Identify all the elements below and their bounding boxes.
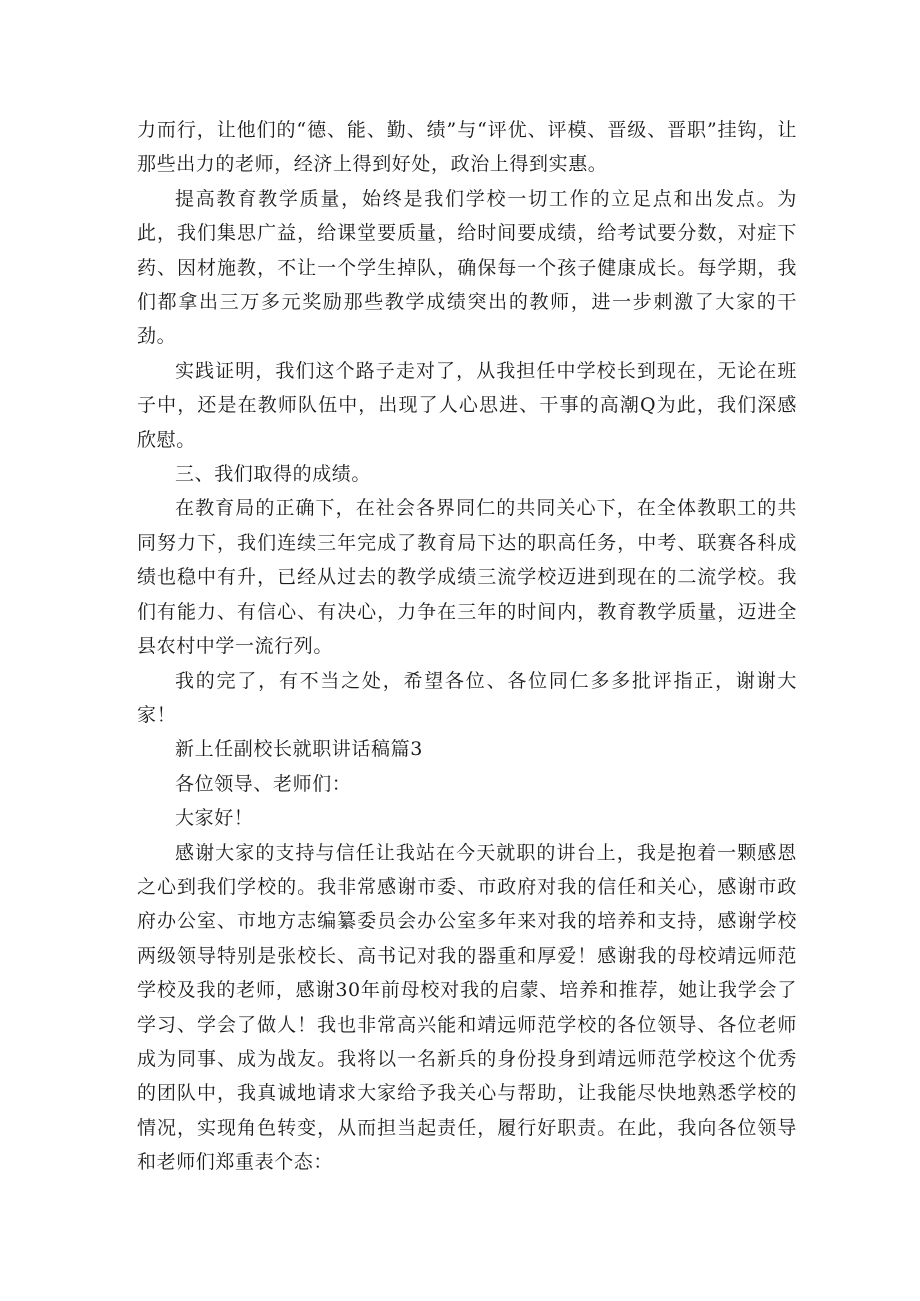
salutation: 各位领导、老师们： xyxy=(175,772,352,795)
paragraph-10: 感谢大家的支持与信任让我站在今天就职的讲台上，我是抱着一颗感恩之心到我们学校的。我非常感谢市委、市政府对我的信任和关心，感谢市政府办公室、市地方志编纂委员会办公室多年来对我的培养和支持，感谢学校两级领导特别是张校长、高书记对我的器重和厚爱！感谢我的母校靖远师范学校及我的老师，感谢30年前母校对我的启蒙、培养和推荐，她让我学会了学习、学会了做人！我也非常高兴能和靖远师范学校的各位领导、各位老师成为同事、成为战友。我将以一名新兵的身份投身到靖远师范学校这个优秀的团队中，我真诚地请求大家给予我关心与帮助，让我能尽快地熟悉学校的情况，实现角色转变，从而担当起责任，履行好职责。在此，我向各位领导和老师们郑重表个态： xyxy=(137,841,797,1174)
paragraph-5: 在教育局的正确下，在社会各界同仁的共同关心下，在全体教职工的共同努力下，我们连续三年完成了教育局下达的职高任务，中考、联赛各科成绩也稳中有升，已经从过去的教学成绩三流学校迈进到现在的二流学校。我们有能力、有信心、有决心，力争在三年的时间内，教育教学质量，迈进全县农村中学一流行列。 xyxy=(137,497,797,658)
paragraph-2: 提高教育教学质量，始终是我们学校一切工作的立足点和出发点。为此，我们集思广益，给课堂要质量，给时间要成绩，给考试要分数，对症下药、因材施教，不让一个学生掉队，确保每一个孩子健康成长。每学期，我们都拿出三万多元奖励那些教学成绩突出的教师，进一步刺激了大家的干劲。 xyxy=(137,187,797,348)
paragraph-3: 实践证明，我们这个路子走对了，从我担任中学校长到现在，无论在班子中，还是在教师队伍中，出现了人心思进、干事的高潮Q为此，我们深感欣慰。 xyxy=(137,359,797,451)
greeting: 大家好！ xyxy=(175,807,254,830)
paragraph-6: 我的完了，有不当之处，希望各位、各位同仁多多批评指正，谢谢大家！ xyxy=(137,669,797,726)
article-title: 新上任副校长就职讲话稿篇3 xyxy=(175,738,423,761)
section-heading-achievements: 三、我们取得的成绩。 xyxy=(175,463,372,486)
document-page xyxy=(137,113,797,1180)
paragraph-1: 力而行，让他们的“德、能、勤、绩”与“评优、评模、晋级、晋职”挂钩，让那些出力的老师，经济上得到好处，政治上得到实惠。 xyxy=(137,119,797,176)
